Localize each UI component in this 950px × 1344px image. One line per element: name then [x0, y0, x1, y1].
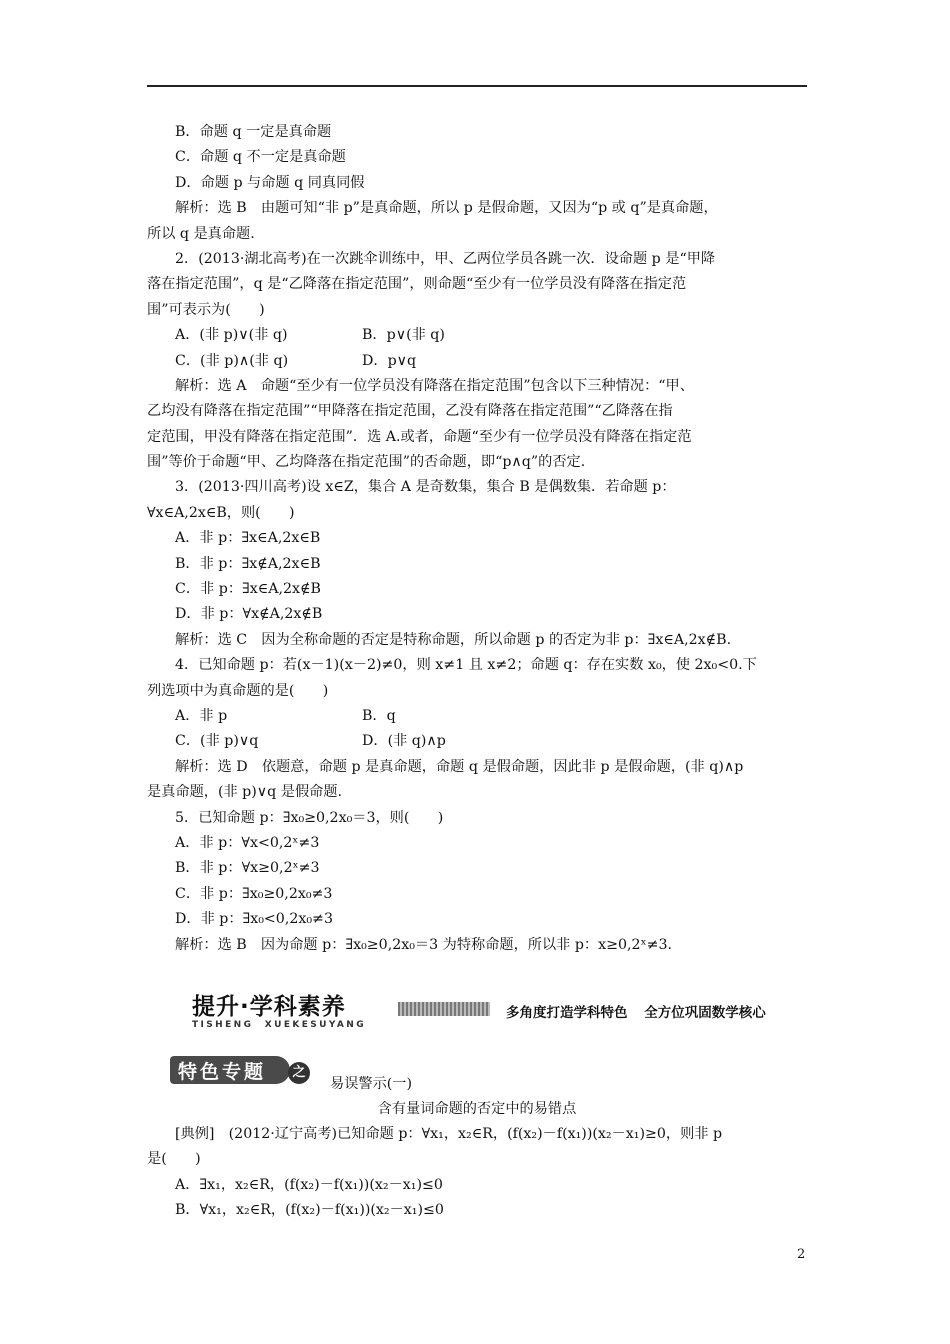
text-line: 所以 q 是真命题.: [147, 225, 255, 242]
text-line: D．命题 p 与命题 q 同真同假: [175, 174, 365, 191]
subtitle-topic: 含有量词命题的否定中的易错点: [377, 1101, 577, 1117]
text-line: 解析：选 B 因为命题 p：∃x₀≥0,2x₀＝3 为特称命题，所以非 p：x≥0,2ˣ≠3.: [175, 936, 673, 953]
text-line: 落在指定范围”，q 是“乙降落在指定范围”，则命题“至少有一位学员没有降落在指定范: [147, 276, 687, 293]
text-line: 4．已知命题 p：若(x－1)(x－2)≠0，则 x≠1 且 x≠2；命题 q：存在实数 x₀，使 2x₀<0.下: [175, 657, 757, 674]
text-line: 5．已知命题 p：∃x₀≥0,2x₀＝3，则( ): [175, 809, 444, 826]
text-line: [147, 704, 807, 729]
text-line: 是( ): [147, 1151, 201, 1168]
section-banner: [178, 990, 846, 1032]
text-line: [147, 349, 807, 374]
option-right: D．(非 q)∧p: [362, 733, 446, 750]
option-left: C．(非 p)∧(非 q): [175, 352, 289, 369]
text-line: 围”可表示为( ): [147, 301, 265, 318]
text-line: D．非 p：∀x∉A,2x∉B: [175, 606, 323, 623]
text-line: ∀x∈A,2x∈B，则( ): [147, 504, 295, 521]
text-line: C．非 p：∃x₀≥0,2x₀≠3: [175, 885, 333, 902]
text-line: [典例] (2012·辽宁高考)已知命题 p：∀x₁，x₂∈R，(f(x₂)－f(x₁))(x₂－x₁)≥0，则非 p: [175, 1126, 723, 1142]
text-line: A．非 p：∀x<0,2ˣ≠3: [175, 834, 320, 851]
text-line: B．∀x₁，x₂∈R，(f(x₂)－f(x₁))(x₂－x₁)≤0: [175, 1202, 444, 1219]
text-line: 列选项中为真命题的是( ): [147, 682, 329, 699]
subtitle-warning: 易误警示(一): [330, 1076, 413, 1092]
text-line: 解析：选 D 依题意，命题 p 是真命题，命题 q 是假命题，因此非 p 是假命题，(非 q)∧p: [175, 758, 744, 775]
main-text: [147, 120, 807, 958]
text-line: [147, 323, 807, 348]
text-line: 解析：选 B 由题可知“非 p”是真命题，所以 p 是假命题，又因为“p 或 q”是真命题，: [175, 200, 718, 217]
text-line: 围”等价于命题“甲、乙均降落在指定范围”的否命题，即“p∧q”的否定.: [147, 454, 586, 471]
option-left: A．(非 p)∨(非 q): [175, 327, 288, 344]
text-line: 解析：选 C 因为全称命题的否定是特称命题，所以命题 p 的否定为非 p：∃x∈A,2x∉B.: [175, 631, 732, 648]
text-line: 是真命题，(非 p)∨q 是假命题.: [147, 784, 343, 801]
text-line: A．∃x₁，x₂∈R，(f(x₂)－f(x₁))(x₂－x₁)≤0: [175, 1176, 443, 1193]
text-line: B．命题 q 一定是真命题: [175, 124, 332, 140]
text-line: 3．(2013·四川高考)设 x∈Z，集合 A 是奇数集，集合 B 是偶数集．若命题 p：: [175, 479, 676, 496]
option-left: C．(非 p)∨q: [175, 733, 259, 750]
text-line: 解析：选 A 命题“至少有一位学员没有降落在指定范围”包含以下三种情况：“甲、: [175, 377, 694, 394]
text-line: 定范围，甲没有降落在指定范围”．选 A.或者，命题“至少有一位学员没有降落在指定范: [147, 428, 692, 445]
text-line: 2．(2013·湖北高考)在一次跳伞训练中，甲、乙两位学员各跳一次．设命题 p 是“甲降: [175, 250, 716, 267]
text-line: B．非 p：∀x≥0,2ˣ≠3: [175, 860, 320, 877]
text-line: B．非 p：∃x∉A,2x∈B: [175, 555, 321, 572]
text-line: 乙均没有降落在指定范围”“甲降落在指定范围，乙没有降落在指定范围”“乙降落在指: [147, 403, 673, 420]
option-left: A．非 p: [175, 707, 228, 724]
example-text: [147, 1122, 807, 1224]
special-topic-badge: [170, 1052, 320, 1088]
banner-title: 提升·学科素养: [192, 994, 346, 1020]
badge-circle: 之: [288, 1062, 310, 1084]
banner-slogan: 多角度打造学科特色 全方位巩固数学核心: [506, 1005, 766, 1021]
text-line: C．命题 q 不一定是真命题: [175, 149, 346, 166]
banner-pinyin: TISHENG XUEKESUYANG: [192, 1020, 367, 1030]
text-line: D．非 p：∃x₀<0,2x₀≠3: [175, 911, 333, 928]
header-rule: [147, 85, 807, 87]
text-line: C．非 p：∃x∈A,2x∉B: [175, 581, 321, 598]
page-number: 2: [797, 1247, 806, 1262]
option-right: D．p∨q: [362, 352, 417, 369]
text-line: A．非 p：∃x∈A,2x∈B: [175, 530, 321, 547]
option-right: B．p∨(非 q): [362, 327, 445, 344]
badge-label: 特色专题: [178, 1061, 267, 1083]
text-line: [147, 729, 807, 754]
option-right: B．q: [362, 707, 396, 724]
